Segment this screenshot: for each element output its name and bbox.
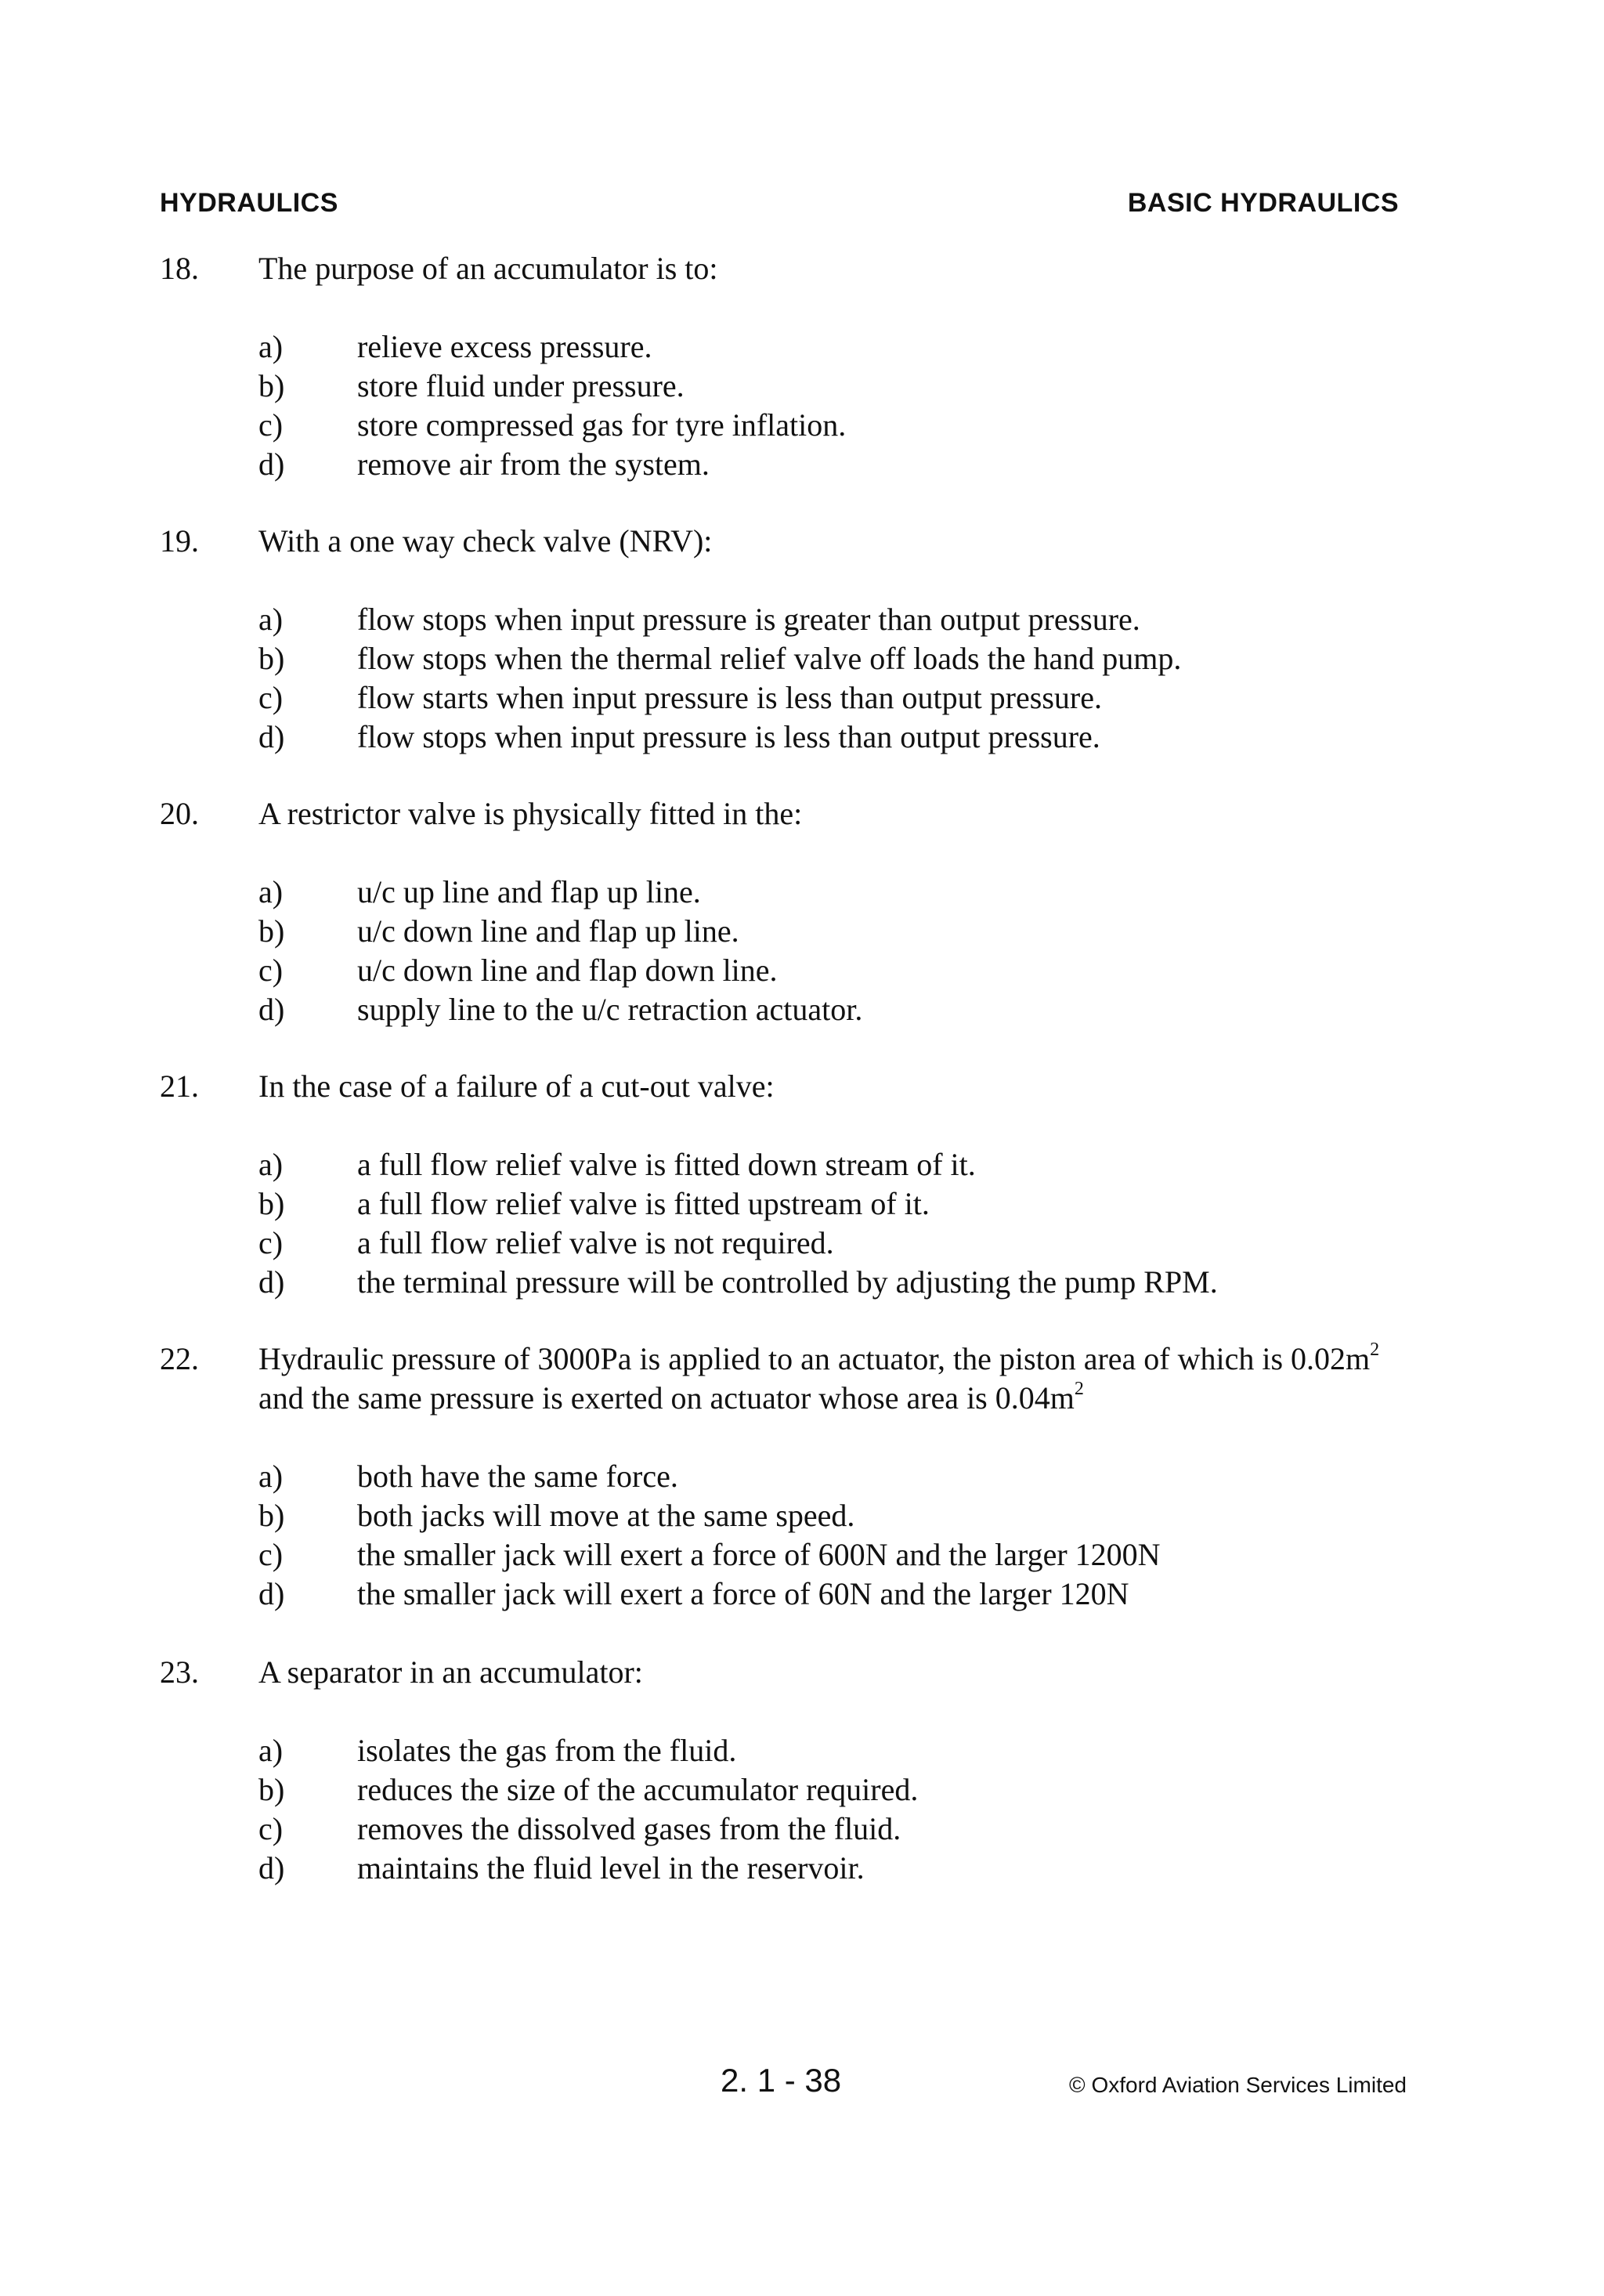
question-stem — [160, 794, 1413, 833]
option-letter: b) — [258, 641, 285, 676]
question-number: 23. — [160, 1654, 199, 1690]
option-text: u/c up line and flap up line. — [357, 874, 701, 909]
option-text: flow stops when input pressure is less than output pressure. — [357, 719, 1100, 754]
option-list — [160, 600, 1413, 757]
question-20 — [160, 794, 1413, 1029]
option-letter: a) — [258, 1459, 284, 1494]
option-text: flow stops when input pressure is greater than output pressure. — [357, 602, 1140, 637]
option-letter: d) — [258, 1850, 285, 1886]
question-stem — [160, 1067, 1413, 1106]
option-d — [258, 718, 1413, 757]
option-c — [258, 951, 1413, 990]
option-letter: b) — [258, 1498, 285, 1533]
option-text: relieve excess pressure. — [357, 329, 652, 364]
question-number: 20. — [160, 796, 199, 831]
option-text: store compressed gas for tyre inflation. — [357, 407, 847, 443]
option-text: a full flow relief valve is fitted down stream of it. — [357, 1147, 976, 1182]
option-list — [160, 873, 1413, 1029]
option-letter: d) — [258, 447, 285, 482]
question-text-part1: Hydraulic pressure of 3000Pa is applied to an actuator, the piston area of which is 0.02m — [258, 1341, 1371, 1376]
copyright-notice: © Oxford Aviation Services Limited — [1069, 2073, 1407, 2097]
option-a — [258, 1731, 1413, 1770]
option-text: flow starts when input pressure is less than output pressure. — [357, 680, 1102, 715]
option-text: both jacks will move at the same speed. — [357, 1498, 855, 1533]
question-text: The purpose of an accumulator is to: — [258, 251, 718, 286]
option-text: a full flow relief valve is not required. — [357, 1225, 834, 1260]
option-letter: a) — [258, 874, 284, 909]
option-letter: a) — [258, 1733, 284, 1768]
option-letter: c) — [258, 680, 284, 715]
option-letter: a) — [258, 602, 284, 637]
question-stem — [160, 522, 1413, 561]
option-b — [258, 1496, 1413, 1535]
option-d — [258, 1263, 1413, 1302]
option-b — [258, 1184, 1413, 1224]
option-list — [160, 1145, 1413, 1302]
option-text: the terminal pressure will be controlled by adjusting the pump RPM. — [357, 1264, 1218, 1300]
question-stem — [160, 249, 1413, 288]
question-22 — [160, 1340, 1413, 1614]
option-text: the smaller jack will exert a force of 60N and the larger 120N — [357, 1576, 1129, 1611]
question-text: With a one way check valve (NRV): — [258, 523, 713, 559]
option-list — [160, 327, 1413, 484]
question-23 — [160, 1653, 1413, 1888]
question-number: 18. — [160, 251, 199, 286]
option-letter: b) — [258, 1186, 285, 1221]
question-text — [258, 1340, 1413, 1418]
page-number: 2. 1 - 38 — [721, 2062, 842, 2099]
option-text: u/c down line and flap down line. — [357, 953, 778, 988]
option-letter: b) — [258, 368, 285, 403]
option-letter: c) — [258, 1225, 284, 1260]
option-c — [258, 1810, 1413, 1849]
option-text: maintains the fluid level in the reservoir. — [357, 1850, 865, 1886]
option-text: removes the dissolved gases from the fluid. — [357, 1811, 901, 1846]
option-letter: b) — [258, 1772, 285, 1807]
option-c — [258, 1535, 1413, 1575]
question-number: 21. — [160, 1068, 199, 1104]
option-letter: c) — [258, 1811, 284, 1846]
option-list — [160, 1731, 1413, 1888]
option-text: both have the same force. — [357, 1459, 678, 1494]
option-d — [258, 1849, 1413, 1888]
option-b — [258, 1770, 1413, 1810]
option-d — [258, 990, 1413, 1029]
question-stem — [160, 1653, 1413, 1692]
question-21 — [160, 1067, 1413, 1302]
option-a — [258, 1145, 1413, 1184]
option-letter: d) — [258, 1576, 285, 1611]
option-text: remove air from the system. — [357, 447, 710, 482]
question-text: In the case of a failure of a cut-out valve: — [258, 1068, 775, 1104]
header-topic: BASIC HYDRAULICS — [1127, 188, 1399, 218]
option-a — [258, 600, 1413, 639]
squared-superscript: 2 — [1074, 1378, 1084, 1399]
option-b — [258, 367, 1413, 406]
option-c — [258, 1224, 1413, 1263]
option-b — [258, 639, 1413, 678]
question-number: 22. — [160, 1341, 199, 1376]
option-letter: b) — [258, 913, 285, 949]
question-stem — [160, 1340, 1413, 1418]
option-letter: d) — [258, 1264, 285, 1300]
option-letter: a) — [258, 1147, 284, 1182]
option-c — [258, 406, 1413, 445]
option-letter: c) — [258, 953, 284, 988]
option-list — [160, 1457, 1413, 1614]
option-letter: d) — [258, 992, 285, 1027]
option-a — [258, 327, 1413, 367]
option-text: supply line to the u/c retraction actuator. — [357, 992, 863, 1027]
option-text: reduces the size of the accumulator required. — [357, 1772, 919, 1807]
question-18 — [160, 249, 1413, 484]
question-text: A restrictor valve is physically fitted in the: — [258, 796, 803, 831]
option-d — [258, 1575, 1413, 1614]
question-19 — [160, 522, 1413, 757]
option-c — [258, 678, 1413, 718]
option-letter: c) — [258, 1537, 284, 1572]
option-b — [258, 912, 1413, 951]
question-text: A separator in an accumulator: — [258, 1654, 643, 1690]
squared-superscript: 2 — [1370, 1339, 1380, 1360]
option-a — [258, 1457, 1413, 1496]
option-text: a full flow relief valve is fitted upstream of it. — [357, 1186, 930, 1221]
question-text-part2: and the same pressure is exerted on actuator whose area is 0.04m — [258, 1380, 1075, 1416]
option-letter: c) — [258, 407, 284, 443]
header-subject: HYDRAULICS — [160, 188, 338, 218]
option-text: store fluid under pressure. — [357, 368, 685, 403]
option-letter: a) — [258, 329, 284, 364]
option-text: the smaller jack will exert a force of 600N and the larger 1200N — [357, 1537, 1161, 1572]
question-number: 19. — [160, 523, 199, 559]
option-text: isolates the gas from the fluid. — [357, 1733, 737, 1768]
option-letter: d) — [258, 719, 285, 754]
option-text: flow stops when the thermal relief valve off loads the hand pump. — [357, 641, 1182, 676]
option-a — [258, 873, 1413, 912]
option-text: u/c down line and flap up line. — [357, 913, 739, 949]
option-d — [258, 445, 1413, 484]
